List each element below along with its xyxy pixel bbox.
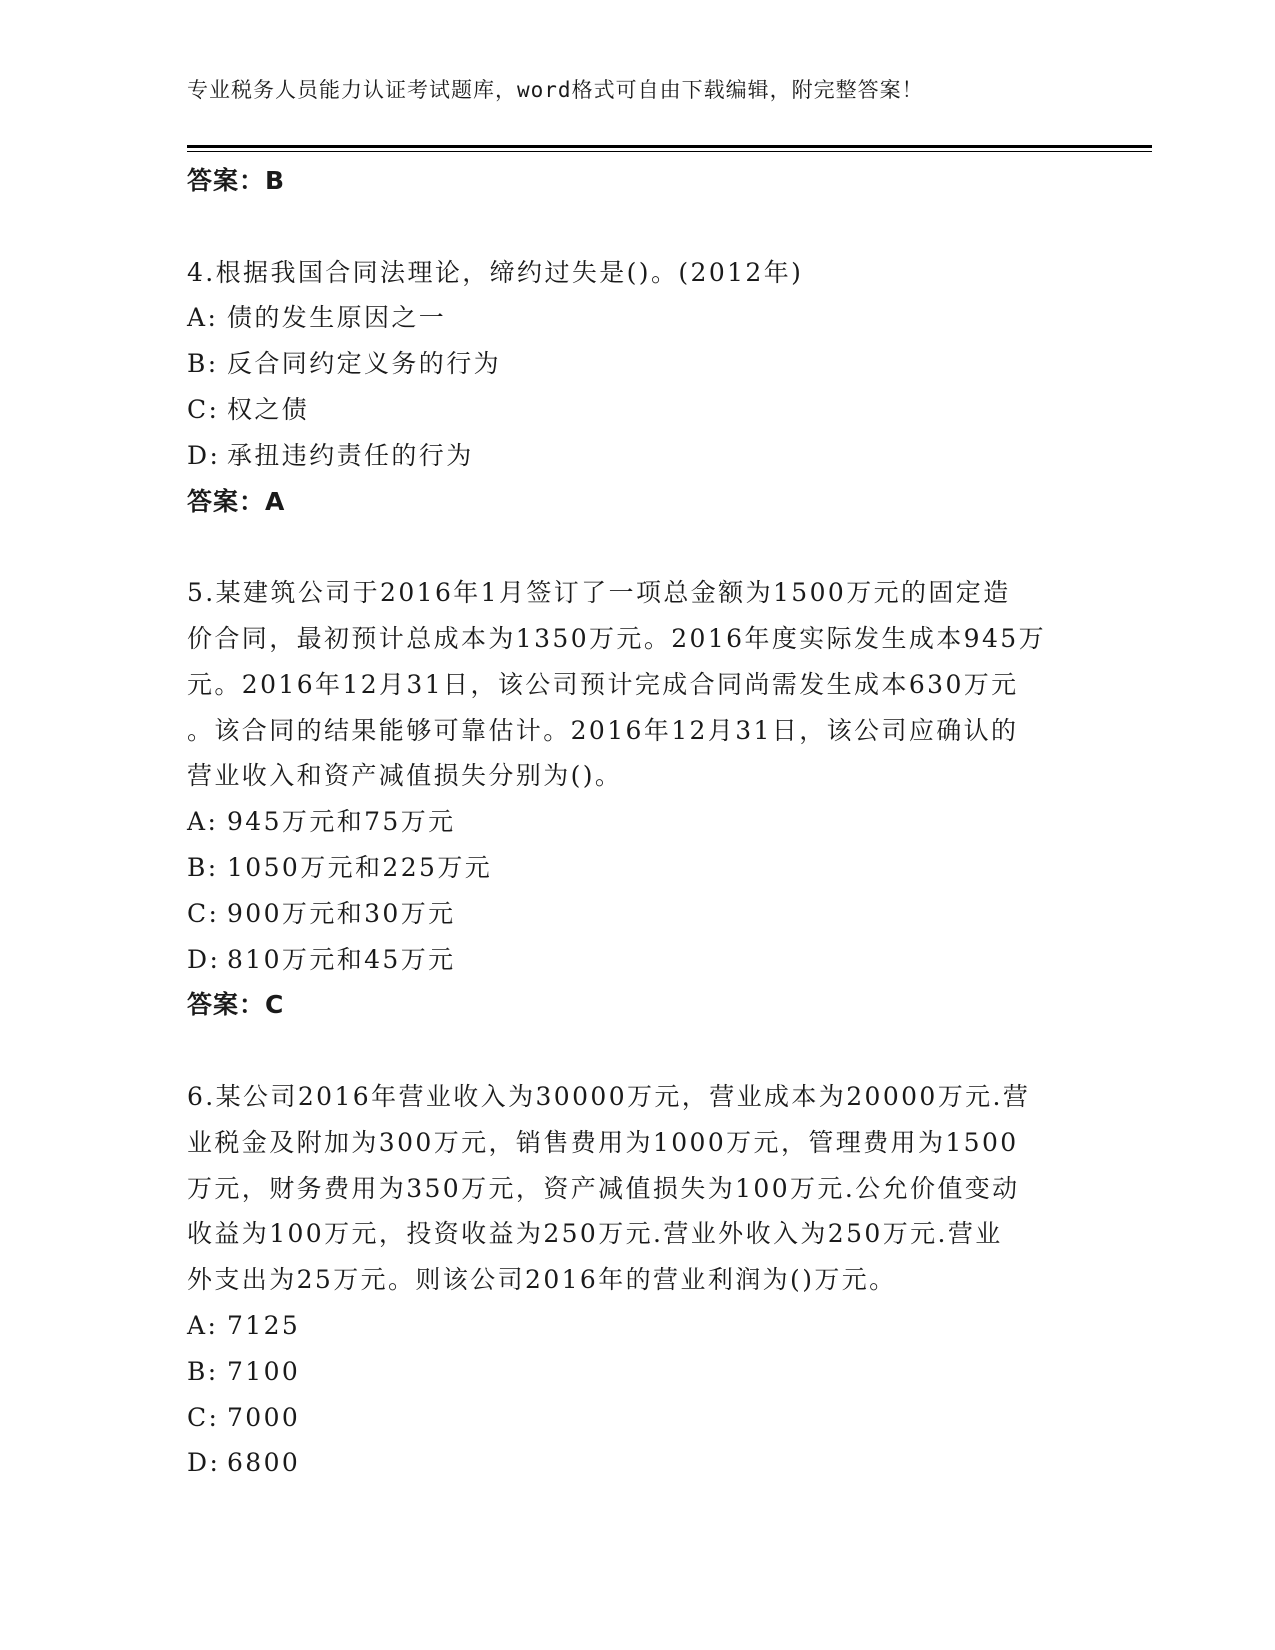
answer-q5: 答案：C xyxy=(187,990,285,1020)
option-text: 945万元和75万元 xyxy=(227,807,456,837)
question-6-option-b xyxy=(187,1349,1077,1395)
question-4-option-d xyxy=(187,433,1077,479)
question-6-stem-line: 6.某公司2016年营业收入为30000万元，营业成本为20000万元.营 xyxy=(187,1081,1031,1111)
question-6-stem-line: 业税金及附加为300万元，销售费用为1000万元，管理费用为1500 xyxy=(187,1127,1019,1157)
question-4-option-b xyxy=(187,341,1077,387)
option-label: B: xyxy=(187,1356,219,1386)
question-5-stem-line: 营业收入和资产减值损失分别为()。 xyxy=(187,761,623,791)
spacer xyxy=(187,204,1077,250)
option-text: 7000 xyxy=(227,1402,301,1432)
option-text: 承扭违约责任的行为 xyxy=(227,440,474,470)
header-rule-thick xyxy=(187,145,1152,148)
option-text: 1050万元和225万元 xyxy=(227,852,493,882)
question-5-stem-line: 。该合同的结果能够可靠估计。2016年12月31日，该公司应确认的 xyxy=(187,715,1019,745)
question-5-option-d xyxy=(187,937,1077,983)
question-6-option-d xyxy=(187,1440,1077,1486)
option-label: B: xyxy=(187,852,219,882)
answer-q3: 答案：B xyxy=(187,166,286,195)
question-4-option-a xyxy=(187,295,1077,341)
option-label: A: xyxy=(187,807,219,837)
option-text: 6800 xyxy=(227,1448,301,1478)
option-text: 810万元和45万元 xyxy=(227,944,456,974)
option-label: C: xyxy=(187,1402,220,1432)
option-label: D: xyxy=(187,440,221,470)
question-6-option-a xyxy=(187,1303,1077,1349)
option-label: D: xyxy=(187,944,221,974)
option-text: 权之债 xyxy=(227,394,310,424)
question-6-stem-line: 万元，财务费用为350万元，资产减值损失为100万元.公允价值变动 xyxy=(187,1173,1020,1203)
option-text: 债的发生原因之一 xyxy=(227,303,447,333)
question-5-stem-line: 5.某建筑公司于2016年1月签订了一项总金额为1500万元的固定造 xyxy=(187,578,1011,608)
option-label: C: xyxy=(187,898,220,928)
option-label: D: xyxy=(187,1448,221,1478)
question-4-stem: 4.根据我国合同法理论，缔约过失是()。(2012年) xyxy=(187,257,804,287)
option-text: 反合同约定义务的行为 xyxy=(227,349,502,379)
option-text: 7100 xyxy=(227,1356,301,1386)
question-5-option-b xyxy=(187,845,1077,891)
header-rule-thin xyxy=(187,151,1152,152)
spacer xyxy=(187,1028,1077,1074)
question-5-option-c xyxy=(187,891,1077,937)
question-5-option-a xyxy=(187,799,1077,845)
question-5-stem-line: 元。2016年12月31日，该公司预计完成合同尚需发生成本630万元 xyxy=(187,669,1019,699)
question-5-stem-line: 价合同，最初预计总成本为1350万元。2016年度实际发生成本945万 xyxy=(187,623,1046,653)
answer-q4: 答案：A xyxy=(187,486,286,516)
page-header: 专业税务人员能力认证考试题库，word格式可自由下载编辑，附完整答案！ xyxy=(187,78,924,102)
question-4-option-c xyxy=(187,387,1077,433)
option-text: 7125 xyxy=(227,1310,301,1340)
option-label: A: xyxy=(187,303,219,333)
option-label: B: xyxy=(187,349,219,379)
option-text: 900万元和30万元 xyxy=(227,898,456,928)
spacer xyxy=(187,524,1077,570)
question-6-option-c xyxy=(187,1395,1077,1441)
question-content xyxy=(187,158,1077,1486)
question-6-stem-line: 收益为100万元，投资收益为250万元.营业外收入为250万元.营业 xyxy=(187,1219,1003,1249)
option-label: A: xyxy=(187,1310,219,1340)
question-6-stem-line: 外支出为25万元。则该公司2016年的营业利润为()万元。 xyxy=(187,1265,897,1295)
option-label: C: xyxy=(187,394,220,424)
